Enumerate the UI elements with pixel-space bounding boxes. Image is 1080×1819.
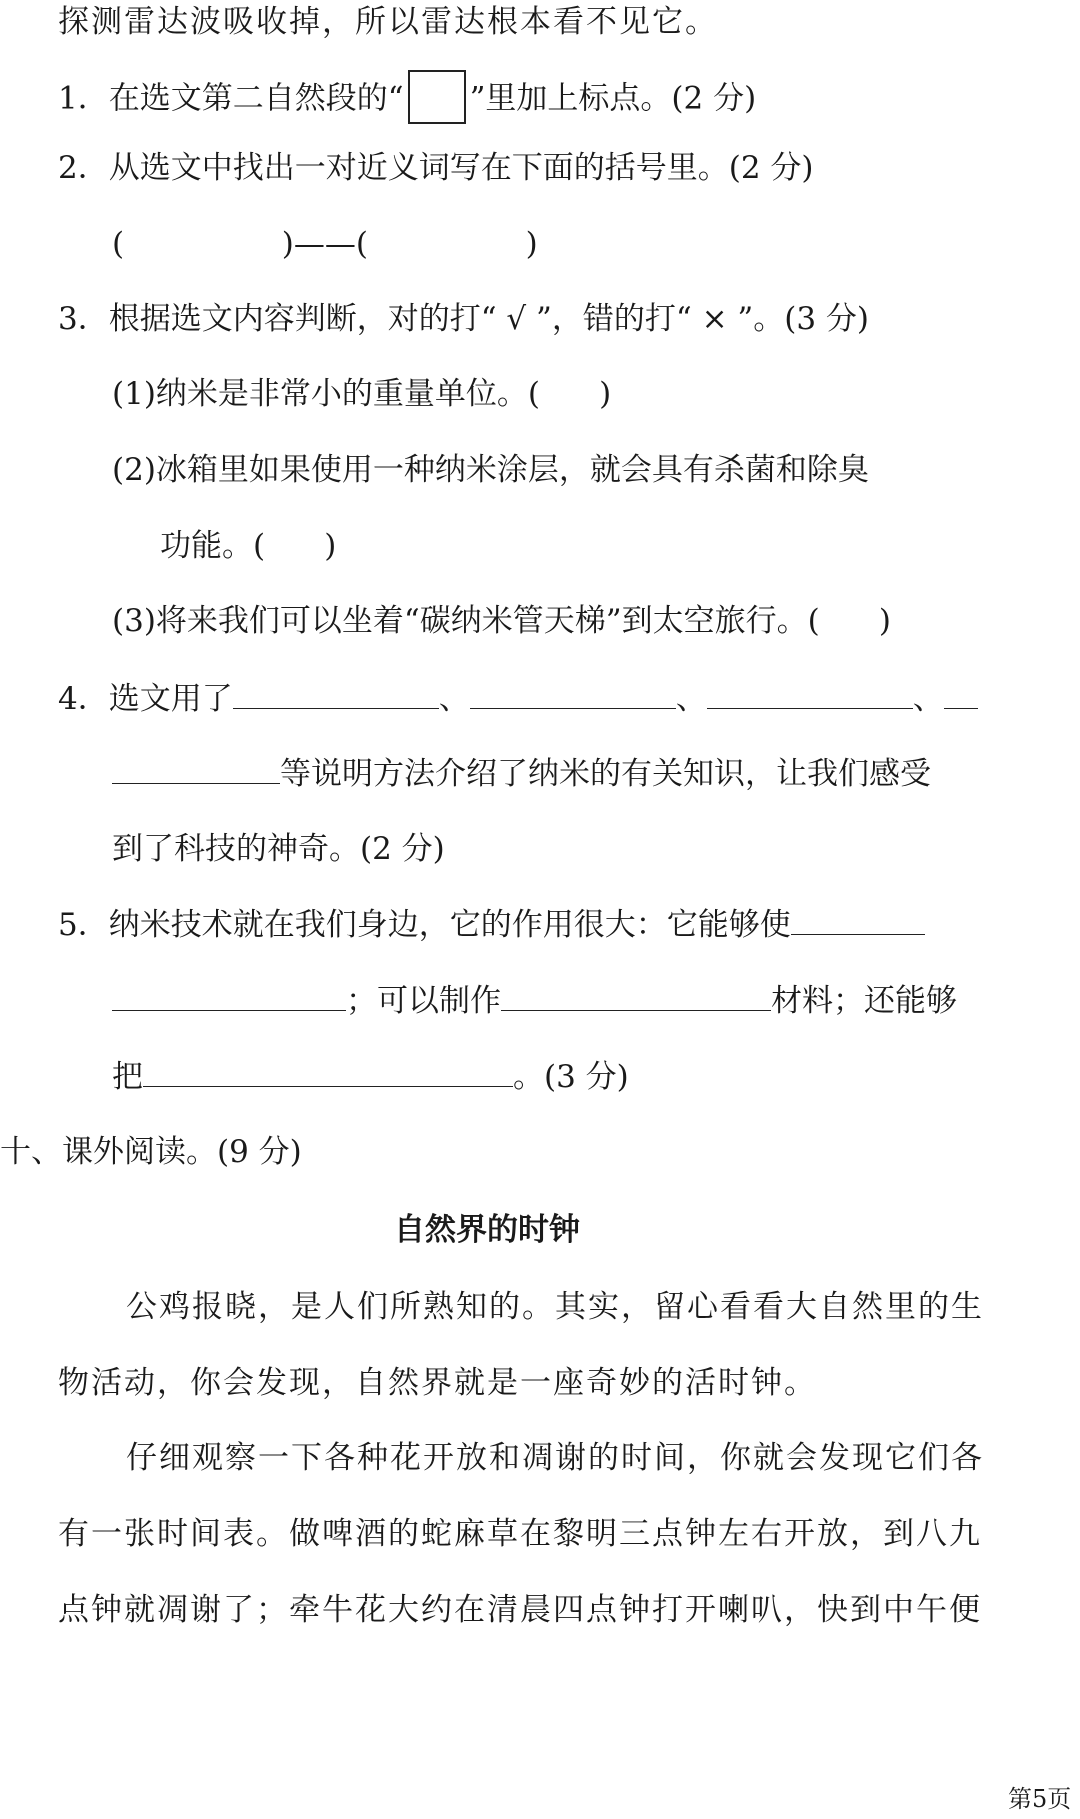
question-4-prefix: 4．选文用了 [58,681,233,717]
passage-paragraph-1-line-2: 物活动，你会发现，自然界就是一座奇妙的活时钟。 [58,1365,817,1401]
passage-paragraph-1-line-1: 公鸡报晓，是人们所熟知的。其实，留心看看大自然里的生 [126,1289,984,1325]
nano-material-blank[interactable] [501,980,771,1011]
nano-use-blank-1-end[interactable] [112,980,346,1011]
question-1-suffix: ”里加上标点。(2 分) [469,80,757,117]
question-5-line-3-suffix: 。(3 分) [513,1059,629,1095]
question-5-line-1 [58,904,925,945]
separator: 、 [912,681,944,717]
nano-use-blank-1-start[interactable] [791,904,925,935]
separator: 、 [675,681,707,717]
question-1-prefix: 1．在选文第二自然段的“ [58,80,404,117]
question-3-item-3[interactable]: (3)将来我们可以坐着“碳纳米管天梯”到太空旅行。( ) [112,603,891,639]
question-1 [58,73,756,127]
question-4-line-3: 到了科技的神奇。(2 分) [112,831,445,867]
section-10-heading: 十、课外阅读。(9 分) [0,1134,302,1170]
method-blank-3[interactable] [707,678,913,709]
passage-title: 自然界的时钟 [394,1212,580,1248]
question-2: 2．从选文中找出一对近义词写在下面的括号里。(2 分) [58,150,814,186]
method-blank-1[interactable] [233,678,439,709]
method-blank-4-end[interactable] [112,753,280,784]
page-number: 第5页 [1008,1785,1072,1813]
question-5-line-2 [112,980,957,1021]
method-blank-2[interactable] [470,678,676,709]
question-5-line-3-prefix: 把 [112,1059,143,1095]
question-4-line-2-text: 等说明方法介绍了纳米的有关知识，让我们感受 [280,756,931,792]
method-blank-4-start[interactable] [944,678,978,709]
nano-use-blank-3[interactable] [143,1056,513,1087]
question-5-line-3 [112,1056,629,1097]
passage-paragraph-2-line-2: 有一张时间表。做啤酒的蛇麻草在黎明三点钟左右开放，到八九 [58,1516,982,1552]
question-3-item-2-line-2[interactable]: 功能。( ) [160,528,337,564]
passage-paragraph-2-line-3: 点钟就凋谢了；牵牛花大约在清晨四点钟打开喇叭，快到中午便 [58,1592,982,1628]
separator: 、 [438,681,470,717]
passage-paragraph-2-line-1: 仔细观察一下各种花开放和凋谢的时间，你就会发现它们各 [126,1440,984,1476]
question-4-line-2 [112,753,931,794]
question-3-item-2-line-1: (2)冰箱里如果使用一种纳米涂层，就会具有杀菌和除臭 [112,452,869,488]
question-5-middle-text: ；可以制作 [346,983,501,1019]
question-5-line-2-suffix: 材料；还能够 [771,983,957,1019]
question-3: 3．根据选文内容判断，对的打“ √ ”，错的打“ × ”。(3 分) [58,301,870,337]
punctuation-answer-box[interactable] [408,70,466,124]
question-5-prefix: 5．纳米技术就在我们身边，它的作用很大：它能够使 [58,907,791,943]
question-3-item-1[interactable]: (1)纳米是非常小的重量单位。( ) [112,376,612,412]
question-4-line-1 [58,678,978,719]
passage-continuation-line: 探测雷达波吸收掉，所以雷达根本看不见它。 [58,4,718,40]
synonym-answer-parentheses[interactable]: ( )——( ) [112,226,538,262]
